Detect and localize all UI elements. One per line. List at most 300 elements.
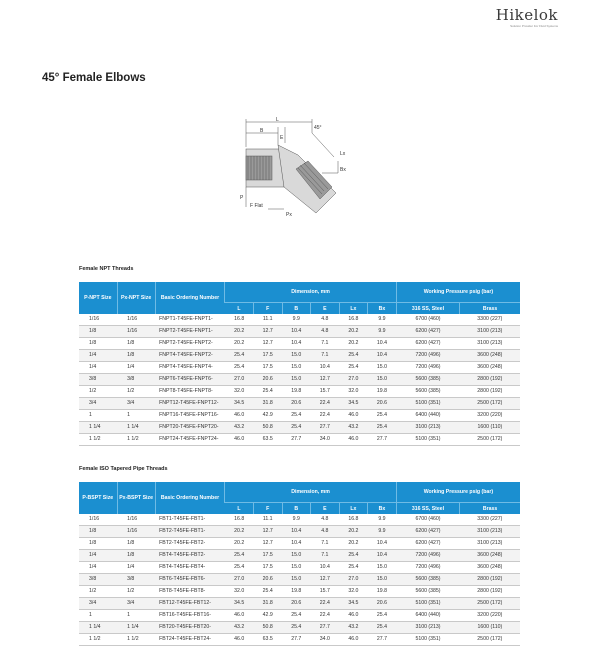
- table-cell: 19.8: [368, 586, 397, 598]
- table-cell: 5600 (385): [396, 374, 459, 386]
- table-cell: 20.6: [253, 374, 282, 386]
- table-row: [79, 362, 520, 374]
- table-row: [79, 574, 520, 586]
- table-cell: 19.8: [368, 386, 397, 398]
- table-cell: 9.9: [368, 514, 397, 526]
- table-cell: 16.8: [225, 514, 254, 526]
- table-cell: 3/8: [79, 574, 117, 586]
- spec-table: [79, 482, 520, 646]
- table-row: [79, 634, 520, 646]
- table-cell: 1/16: [117, 526, 155, 538]
- table-cell: 1/8: [117, 550, 155, 562]
- table-cell: 17.5: [253, 350, 282, 362]
- table-cell: 25.4: [282, 410, 311, 422]
- table-cell: 43.2: [339, 622, 368, 634]
- table-cell: 3100 (213): [460, 538, 520, 550]
- table-cell: 22.4: [311, 610, 340, 622]
- col-group-dimension: Dimension, mm: [225, 482, 396, 503]
- col-group-dimension: Dimension, mm: [225, 282, 396, 303]
- table-cell: 2500 (172): [460, 398, 520, 410]
- table-cell: 6700 (460): [396, 314, 459, 326]
- table-cell: 1/8: [79, 526, 117, 538]
- col-dim: L: [225, 303, 254, 315]
- table-cell: FNPT2-T45FE-FNPT1-: [155, 326, 225, 338]
- table-cell: 1 1/4: [79, 622, 117, 634]
- table-cell: 1/16: [117, 314, 155, 326]
- table-cell: 15.0: [368, 362, 397, 374]
- table-cell: FBT8-T45FE-FBT8-: [155, 586, 225, 598]
- table-cell: 46.0: [225, 610, 254, 622]
- table-cell: 3/4: [79, 598, 117, 610]
- label-Px: Px: [286, 212, 292, 218]
- table-cell: FBT4-T45FE-FBT2-: [155, 550, 225, 562]
- table-cell: 42.9: [253, 610, 282, 622]
- label-angle: 45°: [314, 125, 322, 131]
- table-cell: 7.1: [311, 350, 340, 362]
- table-cell: FBT4-T45FE-FBT4-: [155, 562, 225, 574]
- table-cell: 17.5: [253, 550, 282, 562]
- table-cell: 12.7: [253, 526, 282, 538]
- table-cell: 15.0: [282, 550, 311, 562]
- table-cell: 43.2: [339, 422, 368, 434]
- table-cell: 9.9: [368, 326, 397, 338]
- table-cell: 2800 (192): [460, 386, 520, 398]
- table-cell: 46.0: [225, 434, 254, 446]
- table-cell: FBT20-T45FE-FBT20-: [155, 622, 225, 634]
- table-cell: 17.5: [253, 362, 282, 374]
- table-cell: 1/2: [79, 586, 117, 598]
- table-cell: 3300 (227): [460, 514, 520, 526]
- table-cell: 22.4: [311, 398, 340, 410]
- table-cell: 10.4: [282, 526, 311, 538]
- table-cell: 63.5: [253, 634, 282, 646]
- table-cell: 25.4: [225, 350, 254, 362]
- table-row: [79, 422, 520, 434]
- table-row: [79, 374, 520, 386]
- table-cell: 12.7: [253, 338, 282, 350]
- table-cell: 6400 (440): [396, 610, 459, 622]
- col-dim: Lx: [339, 303, 368, 315]
- table-row: [79, 410, 520, 422]
- table-cell: 3600 (248): [460, 562, 520, 574]
- table-cell: 22.4: [311, 410, 340, 422]
- col-dim: F: [253, 303, 282, 315]
- table-cell: 27.7: [368, 434, 397, 446]
- table-cell: 1/16: [117, 326, 155, 338]
- table-row: [79, 598, 520, 610]
- table-cell: 1/4: [117, 362, 155, 374]
- table-cell: 3200 (220): [460, 410, 520, 422]
- table-row: [79, 386, 520, 398]
- col-dim: B: [282, 303, 311, 315]
- table-cell: 34.5: [339, 598, 368, 610]
- col-x-size: Px-NPT Size: [117, 282, 155, 314]
- col-dim: L: [225, 503, 254, 515]
- table-cell: 27.0: [225, 574, 254, 586]
- table-cell: 12.7: [253, 538, 282, 550]
- table-cell: 4.8: [311, 326, 340, 338]
- table-cell: 31.8: [253, 598, 282, 610]
- table-cell: 10.4: [368, 550, 397, 562]
- table-cell: 20.2: [225, 526, 254, 538]
- table-cell: 12.7: [311, 374, 340, 386]
- table-row: [79, 622, 520, 634]
- table-cell: 46.0: [225, 410, 254, 422]
- table-cell: 5600 (385): [396, 386, 459, 398]
- table-cell: 3300 (227): [460, 314, 520, 326]
- table-cell: 7.1: [311, 550, 340, 562]
- section-title: Female NPT Threads: [79, 266, 134, 272]
- table-cell: 6700 (460): [396, 514, 459, 526]
- table-cell: 6200 (427): [396, 538, 459, 550]
- table-cell: 5100 (351): [396, 398, 459, 410]
- table-cell: 10.4: [282, 538, 311, 550]
- table-cell: 15.0: [282, 362, 311, 374]
- table-cell: 42.9: [253, 410, 282, 422]
- col-dim: B: [282, 503, 311, 515]
- table-row: [79, 514, 520, 526]
- table-cell: 1/8: [79, 326, 117, 338]
- table-cell: 34.5: [339, 398, 368, 410]
- table-cell: 20.6: [282, 598, 311, 610]
- table-cell: 3100 (213): [396, 622, 459, 634]
- table-cell: 3600 (248): [460, 550, 520, 562]
- table-row: [79, 562, 520, 574]
- table-cell: 16.8: [225, 314, 254, 326]
- table-cell: 15.0: [368, 574, 397, 586]
- table-cell: FNPT8-T45FE-FNPT8-: [155, 386, 225, 398]
- table-cell: 10.4: [368, 350, 397, 362]
- spec-table: [79, 282, 520, 446]
- table-cell: 7.1: [311, 338, 340, 350]
- table-cell: 10.4: [368, 338, 397, 350]
- brand-tagline: Solution Provider For Fluid Systems: [510, 24, 558, 28]
- table-cell: 1 1/2: [117, 434, 155, 446]
- table-cell: 3100 (213): [460, 338, 520, 350]
- table-cell: 25.4: [339, 350, 368, 362]
- table-cell: 7200 (496): [396, 362, 459, 374]
- table-cell: FNPT20-T45FE-FNPT20-: [155, 422, 225, 434]
- table-cell: FNPT4-T45FE-FNPT2-: [155, 350, 225, 362]
- section-title: Female ISO Tapered Pipe Threads: [79, 466, 168, 472]
- table-cell: 1: [117, 410, 155, 422]
- table-cell: 20.2: [225, 538, 254, 550]
- table-cell: 46.0: [339, 434, 368, 446]
- table-cell: 25.4: [339, 550, 368, 562]
- table-cell: 2800 (192): [460, 586, 520, 598]
- table-cell: FBT6-T45FE-FBT6-: [155, 574, 225, 586]
- table-cell: FBT16-T45FE-FBT16-: [155, 610, 225, 622]
- table-row: [79, 314, 520, 326]
- col-dim: Lx: [339, 503, 368, 515]
- table-cell: 11.1: [253, 314, 282, 326]
- table-cell: 25.4: [339, 562, 368, 574]
- table-cell: 1/4: [79, 350, 117, 362]
- table-cell: 27.7: [311, 622, 340, 634]
- table-cell: 1: [79, 410, 117, 422]
- table-cell: 7.1: [311, 538, 340, 550]
- table-cell: 25.4: [368, 410, 397, 422]
- table-cell: 6200 (427): [396, 326, 459, 338]
- table-cell: 25.4: [282, 422, 311, 434]
- table-cell: 1/8: [79, 538, 117, 550]
- table-cell: 16.8: [339, 314, 368, 326]
- col-size: P-BSPT Size: [79, 482, 117, 514]
- table-cell: FBT1-T45FE-FBT1-: [155, 514, 225, 526]
- table-cell: 25.4: [225, 562, 254, 574]
- table-cell: 3/8: [79, 374, 117, 386]
- table-cell: 34.0: [311, 634, 340, 646]
- table-row: [79, 538, 520, 550]
- table-cell: 25.4: [368, 422, 397, 434]
- col-dim: E: [311, 503, 340, 515]
- col-ordering-number: Basic Ordering Number: [155, 482, 225, 514]
- label-F: F Flat: [250, 203, 263, 209]
- table-cell: FNPT6-T45FE-FNPT6-: [155, 374, 225, 386]
- table-cell: 32.0: [339, 586, 368, 598]
- table-cell: 9.9: [282, 314, 311, 326]
- table-cell: 1/8: [117, 350, 155, 362]
- table-cell: 1/16: [79, 514, 117, 526]
- table-cell: 5100 (351): [396, 598, 459, 610]
- table-cell: 1/2: [117, 586, 155, 598]
- table-cell: 20.2: [339, 326, 368, 338]
- table-cell: 1 1/2: [117, 634, 155, 646]
- table-cell: FBT24-T45FE-FBT24-: [155, 634, 225, 646]
- table-cell: 2500 (172): [460, 598, 520, 610]
- table-cell: 25.4: [225, 550, 254, 562]
- page-title: 45° Female Elbows: [42, 72, 146, 84]
- table-cell: 25.4: [339, 362, 368, 374]
- table-cell: 34.0: [311, 434, 340, 446]
- table-row: [79, 350, 520, 362]
- table-cell: 2800 (192): [460, 374, 520, 386]
- table-cell: 1/16: [117, 514, 155, 526]
- table-cell: 3100 (213): [460, 326, 520, 338]
- table-cell: 5100 (351): [396, 634, 459, 646]
- table-cell: 19.8: [282, 386, 311, 398]
- table-cell: 10.4: [311, 562, 340, 574]
- table-cell: 50.8: [253, 422, 282, 434]
- table-cell: FNPT1-T45FE-FNPT1-: [155, 314, 225, 326]
- table-cell: 27.0: [339, 374, 368, 386]
- table-cell: 6200 (427): [396, 526, 459, 538]
- col-brass: Brass: [460, 303, 520, 315]
- table-cell: 3/4: [79, 398, 117, 410]
- col-ss: 316 SS, Steel: [396, 303, 459, 315]
- table-row: [79, 550, 520, 562]
- table-cell: 9.9: [368, 526, 397, 538]
- label-Lx: Lx: [340, 151, 346, 157]
- col-size: P-NPT Size: [79, 282, 117, 314]
- table-cell: 25.4: [282, 610, 311, 622]
- table-cell: 3600 (248): [460, 362, 520, 374]
- table-cell: 3100 (213): [396, 422, 459, 434]
- brand-logo: [496, 6, 558, 28]
- table-cell: 46.0: [339, 610, 368, 622]
- table-cell: 27.7: [282, 434, 311, 446]
- table-cell: 17.5: [253, 562, 282, 574]
- table-cell: 1/8: [117, 338, 155, 350]
- table-cell: 25.4: [253, 386, 282, 398]
- table-cell: 5100 (351): [396, 434, 459, 446]
- table-cell: 2800 (192): [460, 574, 520, 586]
- table-cell: 1600 (110): [460, 422, 520, 434]
- table-cell: 15.0: [368, 374, 397, 386]
- table-cell: FNPT16-T45FE-FNPT16-: [155, 410, 225, 422]
- table-cell: 10.4: [282, 338, 311, 350]
- table-cell: 16.8: [339, 514, 368, 526]
- table-cell: 25.4: [282, 622, 311, 634]
- table-cell: 4.8: [311, 314, 340, 326]
- table-cell: 43.2: [225, 622, 254, 634]
- table-cell: 34.5: [225, 598, 254, 610]
- col-ordering-number: Basic Ordering Number: [155, 282, 225, 314]
- table-cell: 20.6: [282, 398, 311, 410]
- table-cell: 3/8: [117, 574, 155, 586]
- table-cell: 1 1/4: [117, 422, 155, 434]
- table-cell: 27.7: [282, 634, 311, 646]
- table-cell: 4.8: [311, 526, 340, 538]
- table-row: [79, 526, 520, 538]
- table-cell: 5600 (385): [396, 574, 459, 586]
- table-cell: 1/4: [79, 550, 117, 562]
- table-cell: 15.7: [311, 586, 340, 598]
- col-x-size: Px-BSPT Size: [117, 482, 155, 514]
- table-cell: 46.0: [339, 410, 368, 422]
- table-row: [79, 398, 520, 410]
- table-cell: 46.0: [225, 634, 254, 646]
- table-cell: 32.0: [225, 586, 254, 598]
- table-cell: 1600 (110): [460, 622, 520, 634]
- table-cell: 1/8: [79, 338, 117, 350]
- table-cell: 3/4: [117, 598, 155, 610]
- table-cell: FBT2-T45FE-FBT1-: [155, 526, 225, 538]
- table-cell: 20.6: [368, 398, 397, 410]
- table-cell: 20.2: [339, 526, 368, 538]
- col-dim: E: [311, 303, 340, 315]
- table-cell: 27.7: [368, 634, 397, 646]
- table-cell: 10.4: [311, 362, 340, 374]
- table-cell: 31.8: [253, 398, 282, 410]
- table-cell: 3100 (213): [460, 526, 520, 538]
- table-cell: FNPT12-T45FE-FNPT12-: [155, 398, 225, 410]
- table-cell: 3/4: [117, 398, 155, 410]
- table-row: [79, 586, 520, 598]
- label-P: P: [240, 195, 244, 201]
- table-cell: 7200 (496): [396, 550, 459, 562]
- brand-name: Hikelok: [495, 6, 558, 24]
- table-cell: FNPT4-T45FE-FNPT4-: [155, 362, 225, 374]
- table-cell: 20.2: [225, 326, 254, 338]
- table-cell: 1/16: [79, 314, 117, 326]
- table-cell: 12.7: [253, 326, 282, 338]
- table-cell: 1/4: [117, 562, 155, 574]
- table-cell: 15.0: [282, 374, 311, 386]
- elbow-diagram: [238, 117, 364, 221]
- table-cell: FNPT2-T45FE-FNPT2-: [155, 338, 225, 350]
- table-cell: 10.4: [282, 326, 311, 338]
- col-dim: F: [253, 503, 282, 515]
- table-cell: FBT12-T45FE-FBT12-: [155, 598, 225, 610]
- table-cell: 25.4: [368, 622, 397, 634]
- table-cell: 15.0: [282, 350, 311, 362]
- table-cell: 3/8: [117, 374, 155, 386]
- table-row: [79, 610, 520, 622]
- table-cell: 3600 (248): [460, 350, 520, 362]
- table-cell: 6200 (427): [396, 338, 459, 350]
- table-cell: 6400 (440): [396, 410, 459, 422]
- col-dim: Bx: [368, 303, 397, 315]
- table-cell: 1: [117, 610, 155, 622]
- col-group-pressure: Working Pressure psig (bar): [396, 482, 520, 503]
- table-cell: 25.4: [368, 610, 397, 622]
- col-dim: Bx: [368, 503, 397, 515]
- label-L: L: [276, 117, 279, 123]
- table-cell: 15.0: [368, 562, 397, 574]
- table-cell: 34.5: [225, 398, 254, 410]
- label-E: E: [280, 135, 284, 141]
- table-cell: 46.0: [339, 634, 368, 646]
- table-cell: 2500 (172): [460, 634, 520, 646]
- table-cell: 63.5: [253, 434, 282, 446]
- table-row: [79, 326, 520, 338]
- table-cell: 22.4: [311, 598, 340, 610]
- table-cell: 27.0: [225, 374, 254, 386]
- label-Bx: Bx: [340, 167, 346, 173]
- col-brass: Brass: [460, 503, 520, 515]
- table-cell: 1 1/2: [79, 634, 117, 646]
- table-cell: 9.9: [282, 514, 311, 526]
- table-cell: 10.4: [368, 538, 397, 550]
- table-cell: 1/8: [117, 538, 155, 550]
- table-cell: 20.6: [368, 598, 397, 610]
- col-ss: 316 SS, Steel: [396, 503, 459, 515]
- table-cell: 20.2: [339, 338, 368, 350]
- table-cell: 25.4: [225, 362, 254, 374]
- table-cell: 1/2: [117, 386, 155, 398]
- table-cell: 15.0: [282, 574, 311, 586]
- table-cell: 32.0: [225, 386, 254, 398]
- table-cell: 1/4: [79, 562, 117, 574]
- table-cell: 19.8: [282, 586, 311, 598]
- table-cell: 1 1/4: [117, 622, 155, 634]
- table-cell: FBT2-T45FE-FBT2-: [155, 538, 225, 550]
- table-cell: 3200 (220): [460, 610, 520, 622]
- table-cell: 20.2: [339, 538, 368, 550]
- table-cell: 1/2: [79, 386, 117, 398]
- table-cell: 9.9: [368, 314, 397, 326]
- table-cell: 20.6: [253, 574, 282, 586]
- table-cell: 1: [79, 610, 117, 622]
- table-cell: 20.2: [225, 338, 254, 350]
- table-cell: 4.8: [311, 514, 340, 526]
- table-cell: 7200 (496): [396, 562, 459, 574]
- table-cell: 1 1/4: [79, 422, 117, 434]
- table-cell: 5600 (385): [396, 586, 459, 598]
- table-row: [79, 434, 520, 446]
- table-cell: 12.7: [311, 574, 340, 586]
- table-cell: 25.4: [253, 586, 282, 598]
- col-group-pressure: Working Pressure psig (bar): [396, 282, 520, 303]
- table-cell: 15.7: [311, 386, 340, 398]
- table-cell: 11.1: [253, 514, 282, 526]
- table-cell: 2500 (172): [460, 434, 520, 446]
- table-row: [79, 338, 520, 350]
- table-cell: 43.2: [225, 422, 254, 434]
- table-cell: 27.0: [339, 574, 368, 586]
- table-cell: 1/4: [79, 362, 117, 374]
